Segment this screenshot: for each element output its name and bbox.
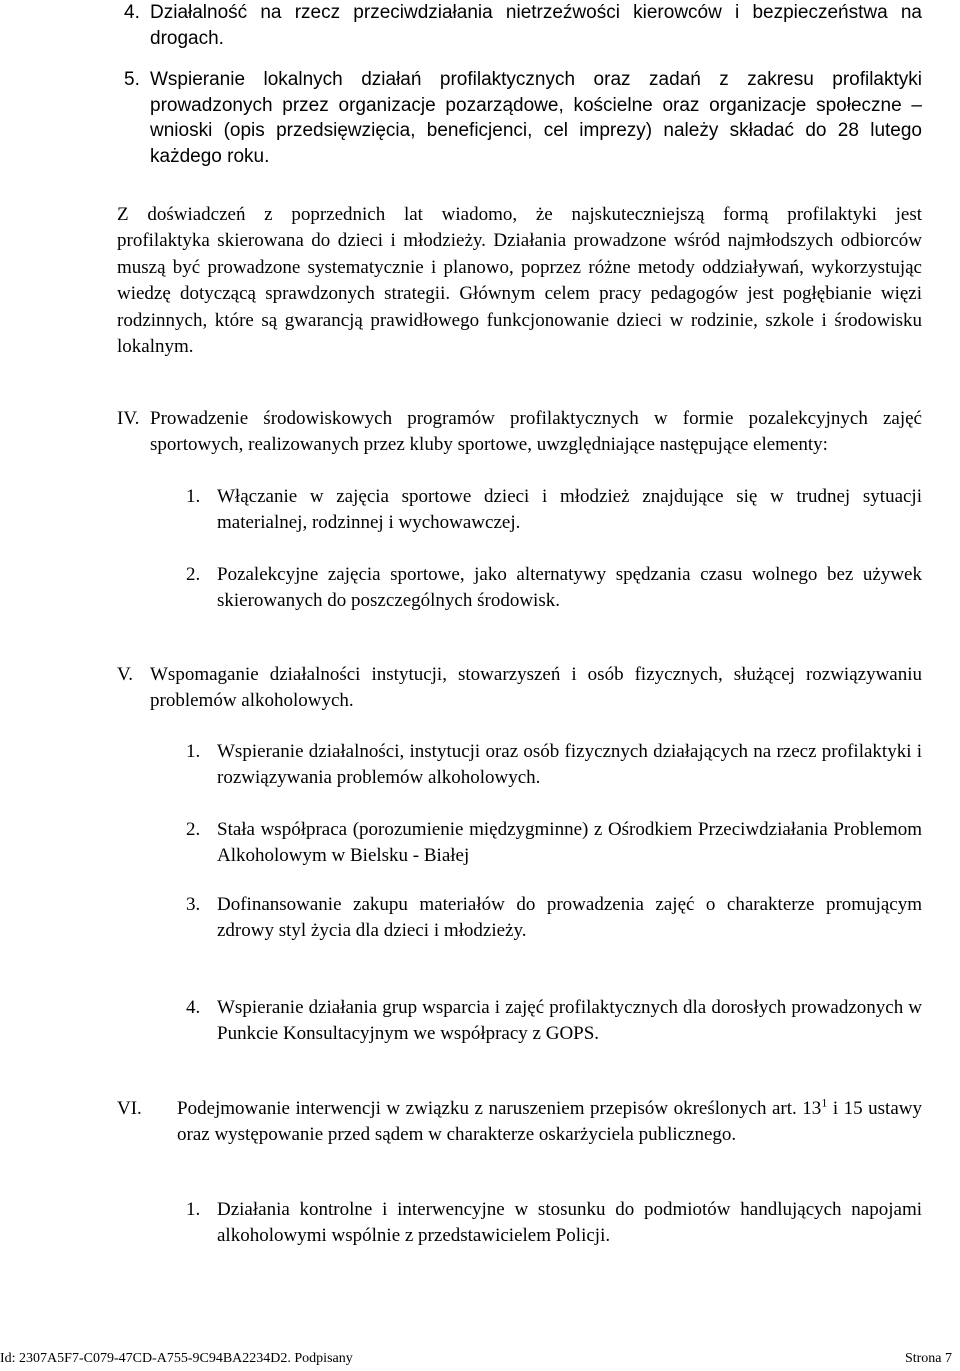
section-v-item-2-text: Stała współpraca (porozumienie międzygminne) z Ośrodkiem Przeciwdziałania Problemom Alkoholowym w Bielsku - Białej <box>217 819 922 866</box>
section-vi-text-a: Podejmowanie interwencji w związku z naruszeniem przepisów określonych art. 13 <box>177 1098 822 1119</box>
section-vi-superscript: 1 <box>821 1095 828 1110</box>
section-v-item-1-text: Wspieranie działalności, instytucji oraz osób fizycznych działających na rzecz profilaktyki i rozwiązywania problemów alkoholowych. <box>217 741 922 788</box>
section-v-item-4-number: 4. <box>186 997 201 1018</box>
section-iv-number: IV. <box>117 408 140 429</box>
section-iv-item-1-number: 1. <box>186 486 201 507</box>
section-v-item-3-text: Dofinansowanie zakupu materiałów do prowadzenia zajęć o charakterze promującym zdrowy styl życia dla dzieci i młodzieży. <box>217 894 922 941</box>
section-v-number: V. <box>117 664 134 685</box>
intro-paragraph-rest: profilaktyka skierowana do dzieci i młodzieży. Działania prowadzone wśród najmłodszych odbiorców muszą być prowadzone systematycznie i planowo, poprzez różne metody oddziaływań, wykorzystując wiedzę dotyczącą sprawdzonych strategii. Głównym celem pracy pedagogów jest pogłębianie więzi rodzinnych, które są gwarancją prawidłowego funkcjonowanie dzieci w rodzinie, szkole i środowisku lokalnym. <box>117 230 922 357</box>
item-5-text: Wspieranie lokalnych działań profilaktycznych oraz zadań z zakresu profilaktyki prowadzonych przez organizacje pozarządowe, kościelne oraz organizacje społeczne – wnioski (opis przedsięwzięcia, beneficjenci, cel imprezy) należy składać do 28 lutego każdego roku. <box>150 69 922 167</box>
intro-paragraph-line-1: Z doświadczeń z poprzednich lat wiadomo, że najskuteczniejszą formą profilaktyki jest <box>117 204 922 225</box>
section-vi-text-b: i 15 ustawy oraz występowanie przed sądem w charakterze oskarżyciela publicznego. <box>177 1098 922 1145</box>
section-vi-number: VI. <box>117 1098 142 1119</box>
item-4-text: Działalność na rzecz przeciwdziałania nietrzeźwości kierowców i bezpieczeństwa na drogach. <box>150 2 922 49</box>
section-iv-text: Prowadzenie środowiskowych programów profilaktycznych w formie pozalekcyjnych zajęć sportowych, realizowanych przez kluby sportowe, uwzględniające następujące elementy: <box>150 408 922 455</box>
section-v-item-1-number: 1. <box>186 741 201 762</box>
section-vi-text <box>177 1096 922 1148</box>
section-iv-item-2-number: 2. <box>186 564 201 585</box>
section-v-item-4-text: Wspieranie działania grup wsparcia i zajęć profilaktycznych dla dorosłych prowadzonych w Punkcie Konsultacyjnym we współpracy z GOPS. <box>217 997 922 1044</box>
item-4-number: 4. <box>124 2 140 23</box>
page-number: Strona 7 <box>904 1351 952 1366</box>
section-vi-item-1-number: 1. <box>186 1199 201 1220</box>
section-iv-item-2-text: Pozalekcyjne zajęcia sportowe, jako alternatywy spędzania czasu wolnego bez używek skierowanych do poszczególnych środowisk. <box>217 564 922 611</box>
section-v-item-3-number: 3. <box>186 894 201 915</box>
item-5-number: 5. <box>124 69 140 90</box>
document-id: Id: 2307A5F7-C079-47CD-A755-9C94BA2234D2. Podpisany <box>0 1351 353 1366</box>
section-vi-item-1-text: Działania kontrolne i interwencyjne w stosunku do podmiotów handlujących napojami alkoholowymi wspólnie z przedstawicielem Policji. <box>217 1199 922 1246</box>
section-v-text: Wspomaganie działalności instytucji, stowarzyszeń i osób fizycznych, służącej rozwiązywaniu problemów alkoholowych. <box>150 664 922 711</box>
section-iv-item-1-text: Włączanie w zajęcia sportowe dzieci i młodzież znajdujące się w trudnej sytuacji materialnej, rodzinnej i wychowawczej. <box>217 486 922 533</box>
section-v-item-2-number: 2. <box>186 819 201 840</box>
intro-paragraph <box>117 202 922 361</box>
